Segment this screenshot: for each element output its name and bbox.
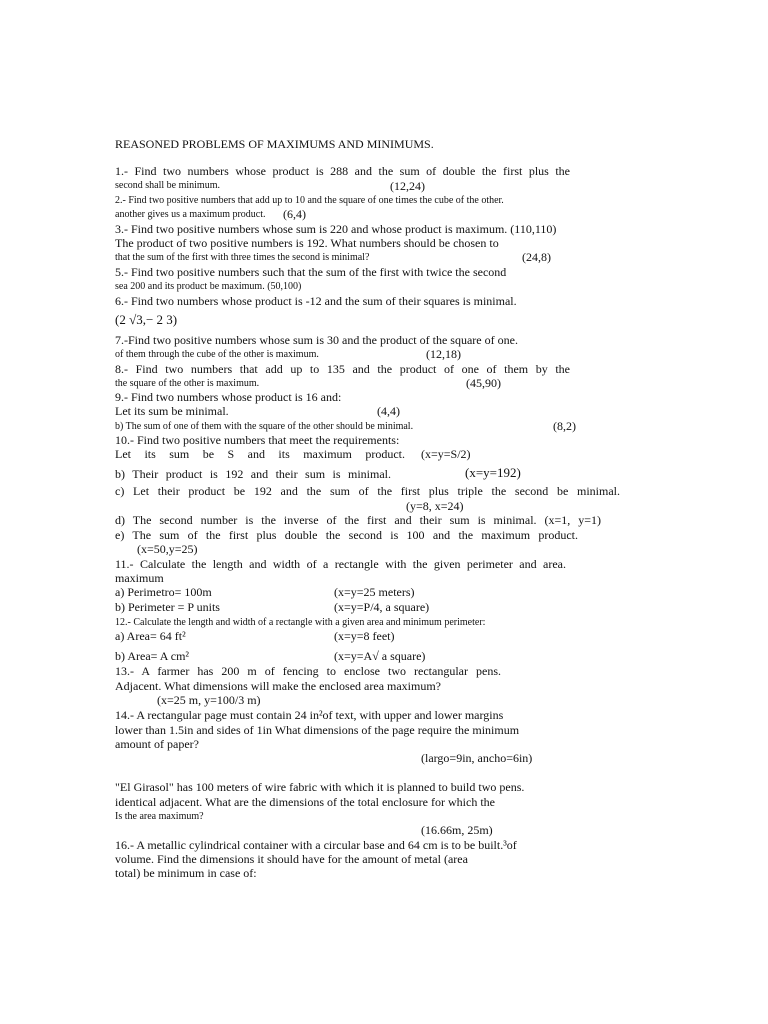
problem-13-line-1: 13.- A farmer has 200 m of fencing to enclose two rectangular pens. [115, 664, 501, 678]
problem-8-line-2: the square of the other is maximum. [115, 378, 260, 389]
problem-16-line-1: 16.- A metallic cylindrical container with a circular base and 64 cm is to be built.³of [115, 838, 517, 852]
problem-2-line-2: another gives us a maximum product. [115, 209, 266, 220]
problem-10-answer-e: (x=50,y=25) [137, 542, 198, 556]
problem-6-answer: (2 √3,− 2 3) [115, 312, 178, 327]
problem-10-answer-a: (x=y=S/2) [421, 447, 471, 461]
problem-11-part-a: a) Perimetro= 100m [115, 585, 212, 599]
problem-9-answer-b: (8,2) [553, 419, 576, 433]
problem-12-part-a: a) Area= 64 ft² [115, 629, 186, 643]
problem-10-answer-c: (y=8, x=24) [406, 499, 464, 513]
problem-9-part-b: b) The sum of one of them with the square of the other should be minimal. [115, 421, 414, 432]
problem-9-answer-a: (4,4) [377, 404, 400, 418]
problem-4-answer: (24,8) [522, 250, 551, 264]
problem-1-line-1: 1.- Find two numbers whose product is 288 and the sum of double the first plus the [115, 164, 570, 178]
problem-4-line-1: The product of two positive numbers is 192. What numbers should be chosen to [115, 236, 499, 250]
problem-15-line-2: identical adjacent. What are the dimensions of the total enclosure for which the [115, 795, 495, 809]
problem-8-line-1: 8.- Find two numbers that add up to 135 and the product of one of them by the [115, 362, 570, 376]
problem-10-part-b: b) Their product is 192 and their sum is minimal. [115, 467, 391, 481]
problem-14-answer: (largo=9in, ancho=6in) [421, 751, 533, 765]
problem-9-part-a: Let its sum be minimal. [115, 404, 229, 418]
problem-15-answer: (16.66m, 25m) [421, 823, 493, 837]
problem-6-line: 6.- Find two numbers whose product is -12 and the sum of their squares is minimal. [115, 294, 517, 308]
problem-12-answer-b: (x=y=A√ a square) [334, 649, 426, 663]
problem-16-line-3: total) be minimum in case of: [115, 866, 257, 880]
problem-7-line-2: of them through the cube of the other is maximum. [115, 349, 319, 360]
problem-16-line-2: volume. Find the dimensions it should have for the amount of metal (area [115, 852, 468, 866]
problem-1-answer: (12,24) [390, 179, 425, 193]
problem-7-line-1: 7.-Find two positive numbers whose sum is 30 and the product of the square of one. [115, 333, 518, 347]
problem-10-part-e: e) The sum of the first plus double the second is 100 and the maximum product. [115, 528, 578, 542]
problem-13-line-2: Adjacent. What dimensions will make the enclosed area maximum? [115, 679, 442, 693]
problem-7-answer: (12,18) [426, 347, 461, 361]
problem-11-answer-a: (x=y=25 meters) [334, 585, 415, 599]
problem-11-line-1: 11.- Calculate the length and width of a rectangle with the given perimeter and area. [115, 557, 566, 571]
problem-10-answer-b: (x=y=192) [465, 465, 521, 480]
problem-14-line-3: amount of paper? [115, 737, 199, 751]
problem-14-line-2: lower than 1.5in and sides of 1in What dimensions of the page require the minimum [115, 723, 520, 737]
page-title: REASONED PROBLEMS OF MAXIMUMS AND MINIMUMS. [115, 137, 434, 151]
problem-3-line: 3.- Find two positive numbers whose sum is 220 and whose product is maximum. (110,110) [115, 222, 557, 236]
problem-11-line-2: maximum [115, 571, 164, 585]
problem-12-part-b: b) Area= A cm² [115, 649, 190, 663]
problem-9-line-1: 9.- Find two numbers whose product is 16 and: [115, 390, 342, 404]
problem-5-line-2: sea 200 and its product be maximum. (50,100) [115, 281, 302, 292]
problem-15-line-1: "El Girasol" has 100 meters of wire fabric with which it is planned to build two pens. [115, 780, 525, 794]
problem-1-line-2: second shall be minimum. [115, 180, 220, 191]
problem-15-line-3: Is the area maximum? [115, 811, 204, 822]
problem-13-answer: (x=25 m, y=100/3 m) [157, 693, 261, 707]
problem-10-part-d: d) The second number is the inverse of the first and their sum is minimal. (x=1, y=1) [115, 513, 601, 527]
problem-11-part-b: b) Perimeter = P units [115, 600, 220, 614]
problem-10-part-c: c) Let their product be 192 and the sum of the first plus triple the second be minimal. [115, 484, 620, 498]
problem-4-line-2: that the sum of the first with three times the second is minimal? [115, 252, 370, 263]
problem-14-line-1: 14.- A rectangular page must contain 24 in²of text, with upper and lower margins [115, 708, 504, 722]
problem-12-answer-a: (x=y=8 feet) [334, 629, 395, 643]
problem-5-line-1: 5.- Find two positive numbers such that the sum of the first with twice the second [115, 265, 507, 279]
problem-10-line-1: 10.- Find two positive numbers that meet the requirements: [115, 433, 400, 447]
problem-8-answer: (45,90) [466, 376, 501, 390]
problem-12-line: 12.- Calculate the length and width of a rectangle with a given area and minimum perimeter: [115, 617, 486, 628]
problem-11-answer-b: (x=y=P/4, a square) [334, 600, 430, 614]
problem-10-part-a: Let its sum be S and its maximum product. [115, 447, 405, 461]
problem-2-line-1: 2.- Find two positive numbers that add up to 10 and the square of one times the cube of the other. [115, 195, 504, 206]
problem-2-answer: (6,4) [283, 207, 306, 221]
